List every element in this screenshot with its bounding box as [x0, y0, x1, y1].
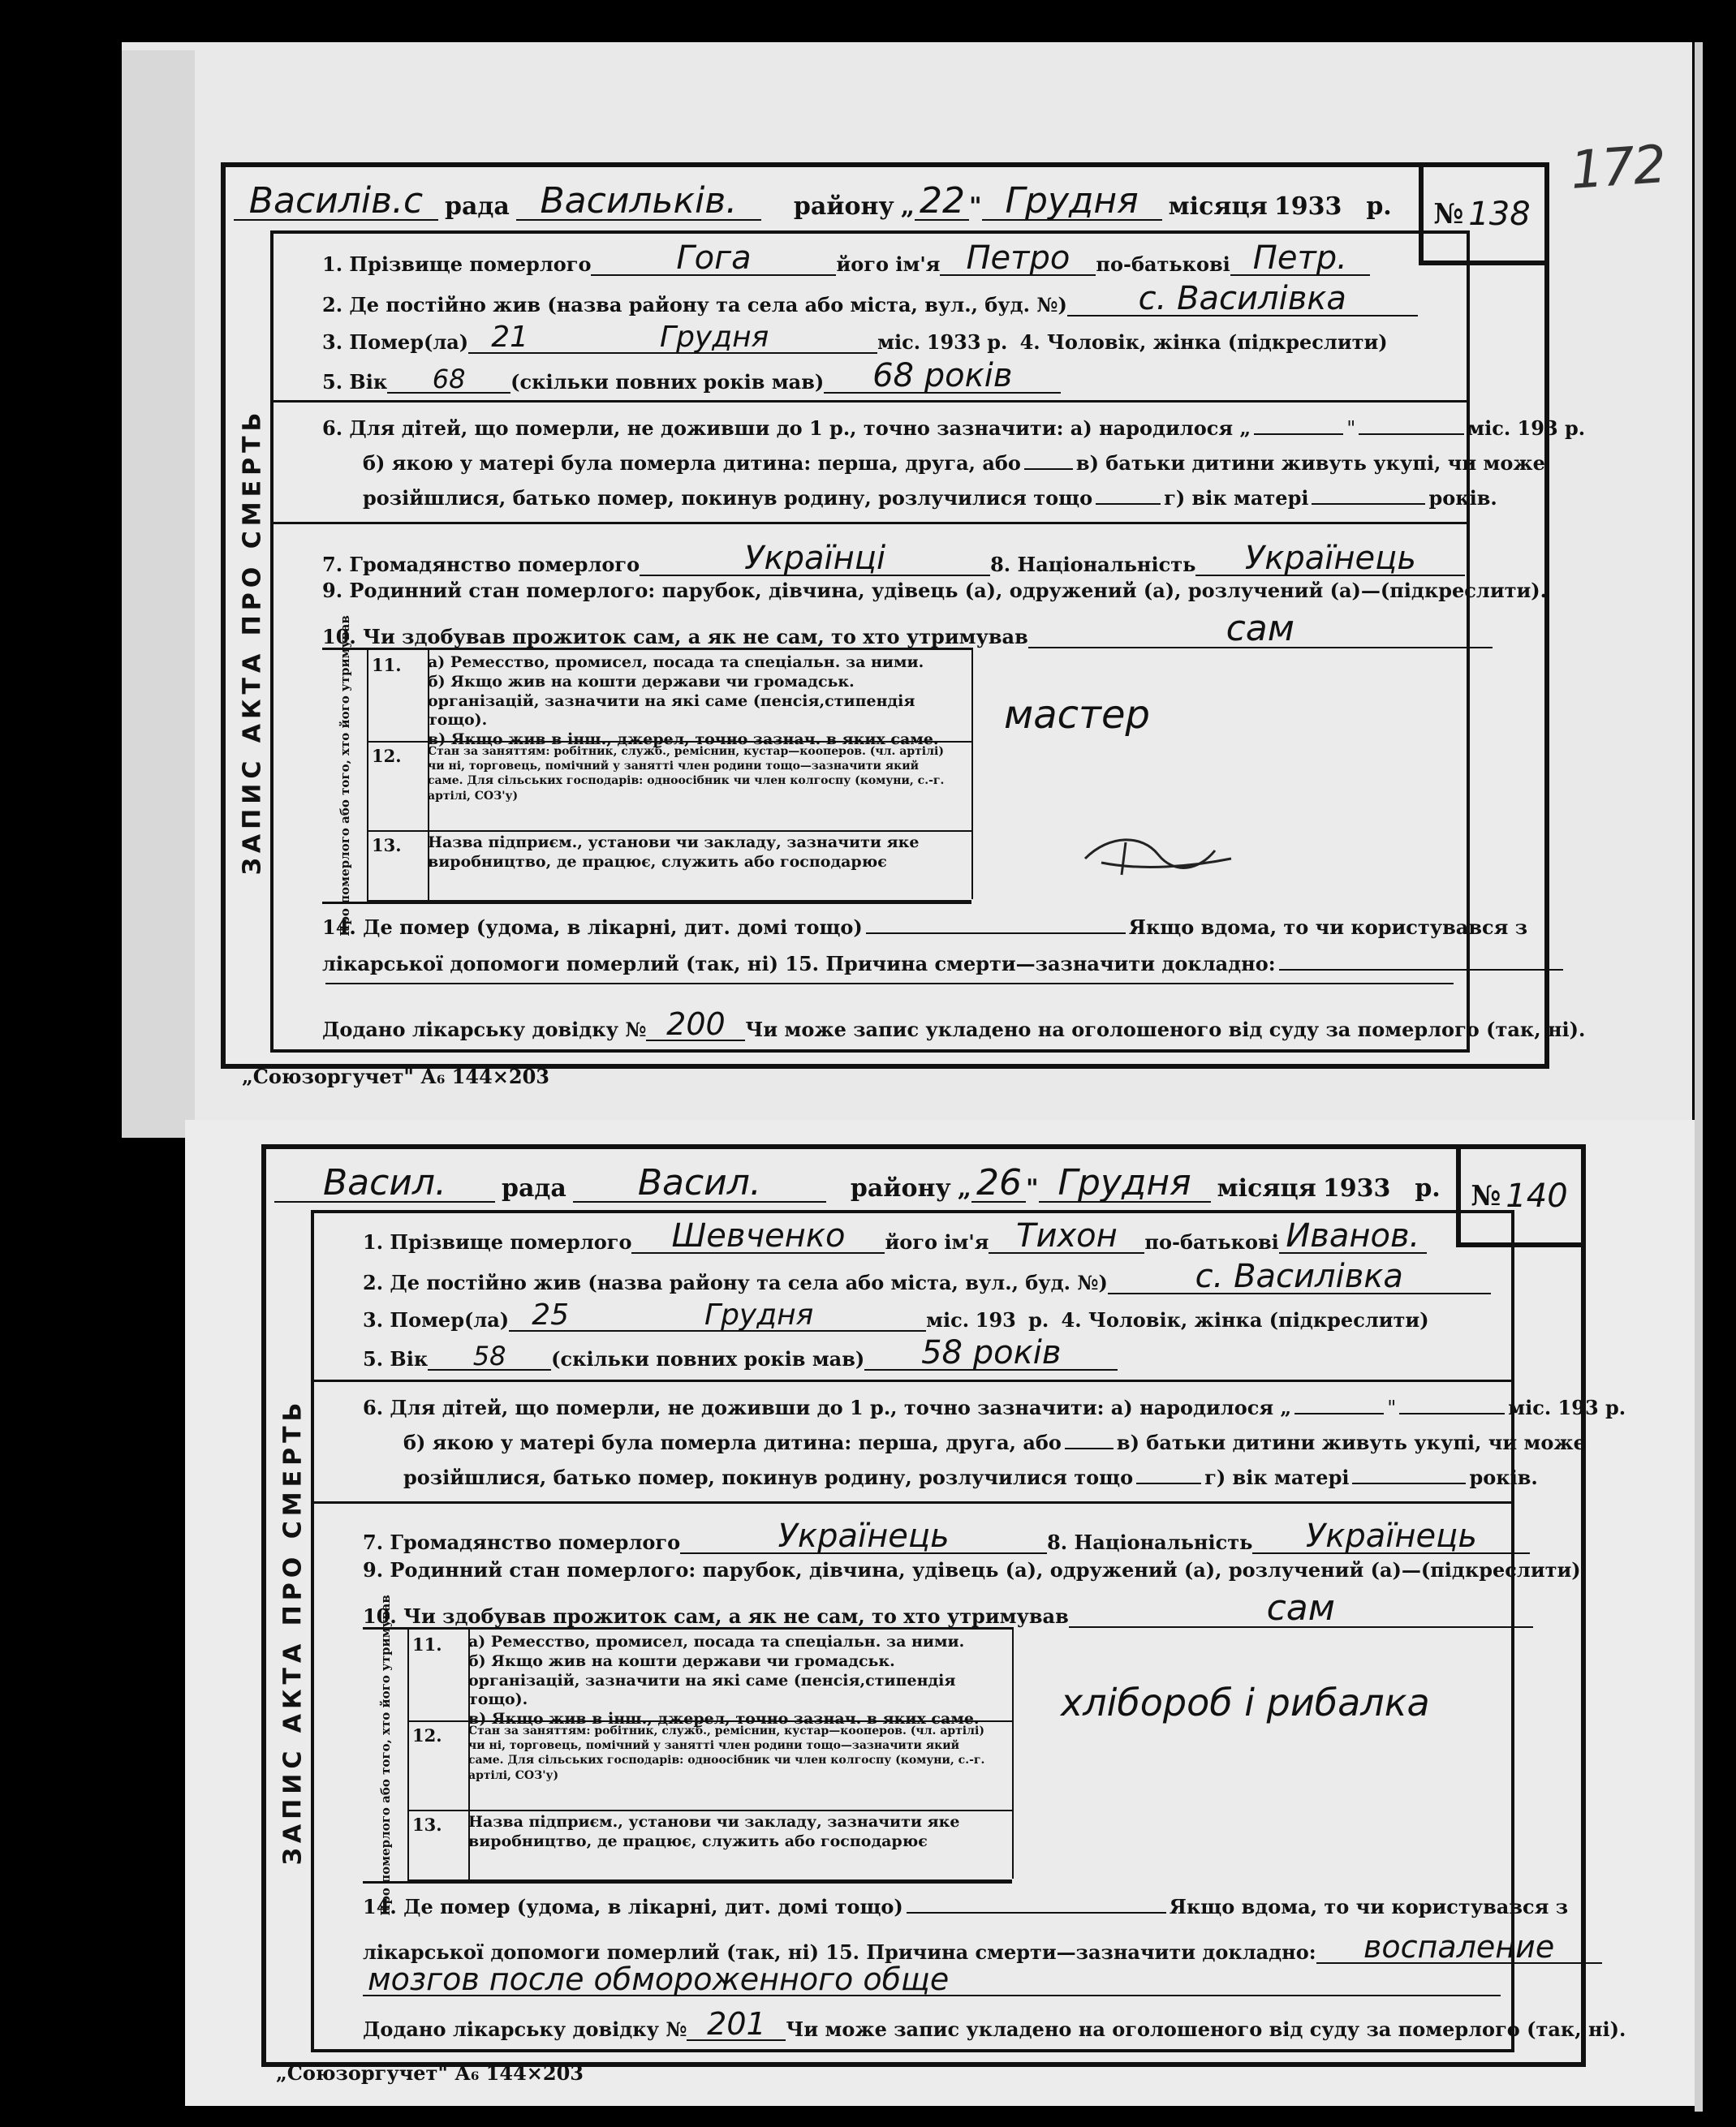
- field-13: 13. Назва підприєм., установи чи закладу, зазначити яке виробництво, де працює, служить або господарює: [407, 1810, 1012, 1881]
- footer-print-1: „Союзоргучет" А₆ 144×203: [242, 1065, 549, 1088]
- separator: [274, 400, 1467, 403]
- citizenship-value: Українець: [680, 1520, 1047, 1554]
- field-3: 3. Помер(ла) 25 Грудня міс. 193 р. 4. Чоловік, жінка (підкреслити): [363, 1298, 1429, 1332]
- cause-line-2: [363, 1961, 1501, 1997]
- number-sign: №: [1433, 197, 1464, 230]
- field-10: 10. Чи здобував прожиток сам, а як не сам, то хто утримував сам: [363, 1591, 1533, 1628]
- answer-divider: [1012, 1627, 1014, 1879]
- occupation-side-label: Про померлого або того, хто його утримував: [322, 650, 368, 902]
- nationality-value: Українець: [1252, 1520, 1530, 1554]
- form-header: Васил. рада Васил. району „ 26 " Грудня місяця 1933 р.: [274, 1156, 1573, 1203]
- supported-by-value: сам: [1069, 1591, 1533, 1628]
- separator: [314, 1501, 1511, 1504]
- field-1: 1. Прізвище померлого Шевченко його ім'я Тихон по-батькові Иванов.: [363, 1220, 1427, 1254]
- rada-label: рада: [445, 192, 510, 221]
- rada-label: рада: [502, 1174, 566, 1203]
- field-6a: 6. Для дітей, що померли, не доживши до 1 р., точно зазначити: а) народилося „ " міс. 193 р.: [363, 1396, 1626, 1419]
- death-record-form-1: [221, 162, 1586, 1069]
- certificate-number: 200: [646, 1009, 745, 1041]
- age-value: 58: [428, 1343, 551, 1371]
- field-5: 5. Вік 68 (скільки повних років мав) 68 років: [322, 360, 1061, 394]
- field-10: 10. Чи здобував прожиток сам, а як не сам, то хто утримував сам: [322, 611, 1493, 648]
- sheet-edge: [122, 50, 195, 1138]
- raion-value: Васил.: [573, 1165, 826, 1203]
- citizenship-value: Українці: [640, 542, 990, 576]
- nationality-value: Українець: [1195, 542, 1465, 576]
- occupation-side-label: Про померлого або того, хто його утримував: [363, 1630, 409, 1881]
- record-number: 140: [1506, 1177, 1568, 1215]
- field-6c: розійшлися, батько помер, покинув родину, розлучилися тощо г) вік матері років.: [363, 486, 1497, 510]
- occupation-answer: хлібороб і рибалка: [1061, 1681, 1430, 1724]
- death-year-digit: 3: [967, 330, 981, 354]
- surname-value: Гога: [591, 242, 836, 276]
- year-value: 1933: [1322, 1174, 1391, 1203]
- field-6a: 6. Для дітей, що померли, не доживши до 1 р., точно зазначити: а) народилося „ " міс. 193 р.: [322, 416, 1586, 440]
- month-value: Грудня: [1039, 1165, 1211, 1203]
- footer-print-2: „Союзоргучет" А₆ 144×203: [276, 2061, 584, 2085]
- field-14: 14. Де помер (удома, в лікарні, дит. домі тощо) Якщо вдома, то чи користувався з: [363, 1895, 1569, 1918]
- field-9: 9. Родинний стан померлого: парубок, дівчина, удівець (а), одружений (а), розлучений (а)—(підкреслити).: [322, 579, 1548, 602]
- page-number: 172: [1568, 135, 1667, 201]
- signature-flourish: [1077, 826, 1239, 883]
- surname-value: Шевченко: [631, 1220, 885, 1254]
- name-value: Тихон: [989, 1220, 1144, 1254]
- cause-line-2: [322, 982, 1457, 989]
- field-15: лікарської допомоги померлий (так, ні) 15. Причина смерти—зазначити докладно: воспаление: [363, 1931, 1602, 1964]
- name-value: Петро: [940, 242, 1096, 276]
- certificate-line: Додано лікарську довідку № 201 Чи може запис укладено на оголошеного від суду за померлого (так, ні).: [363, 2006, 1626, 2042]
- field-14: 14. Де помер (удома, в лікарні, дит. домі тощо) Якщо вдома, то чи користувався з: [322, 915, 1528, 939]
- occupation-answer: мастер: [1004, 692, 1150, 738]
- supported-by-value: сам: [1028, 611, 1493, 648]
- field-5: 5. Вік 58 (скільки повних років мав) 58 років: [363, 1337, 1118, 1371]
- form-title: ЗАПИС АКТА ПРО СМЕРТЬ: [238, 407, 267, 876]
- residence-value: с. Василівка: [1108, 1260, 1491, 1294]
- cause-value-2: мозгов после обмороженного обще: [363, 1964, 1501, 1996]
- number-sign: №: [1471, 1179, 1501, 1212]
- form-body: [238, 230, 1586, 1053]
- age-value: 68: [387, 366, 510, 394]
- field-2: 2. Де постійно жив (назва району та села або міста, вул., буд. №) с. Василівка: [363, 1260, 1491, 1294]
- death-day: 21: [468, 323, 551, 354]
- raion-value: Васильків.: [516, 183, 761, 221]
- certificate-line: Додано лікарську довідку № 200 Чи може запис укладено на оголошеного від суду за померлого (так, ні).: [322, 1006, 1586, 1042]
- table-divider: [468, 1630, 470, 1881]
- certificate-number: 201: [687, 2009, 786, 2041]
- answer-divider: [971, 648, 973, 899]
- day-value: 26: [971, 1165, 1026, 1203]
- month-label: місяця: [1168, 192, 1268, 221]
- field-3: 3. Помер(ла) 21 Грудня міс. 193 3 р. 4. Чоловік, жінка (підкреслити): [322, 321, 1388, 354]
- death-record-form-2: [261, 1144, 1626, 2067]
- day-value: 22: [915, 183, 969, 221]
- year-suffix: р.: [1366, 192, 1392, 221]
- field-1: 1. Прізвище померлого Гога його ім'я Петро по-батькові Петр.: [322, 242, 1370, 276]
- residence-value: с. Василівка: [1067, 282, 1418, 316]
- page-margin: [1695, 42, 1703, 2112]
- field-11: 11. а) Ремесство, промисел, посада та спеціальн. за ними. б) Якщо жив на кошти держави чи громадськ. організацій, зазначити на які саме (пенсія,стипендія тощо). в) Якщо жив в інш., джерел, точно зазнач. в яких саме.: [367, 650, 971, 743]
- month-value: Грудня: [982, 183, 1162, 221]
- field-6c: розійшлися, батько помер, покинув родину, розлучилися тощо г) вік матері років.: [403, 1466, 1538, 1489]
- field-12: 12. Стан за заняттям: робітник, служб., реміснин, кустар—кооперов. (чл. артілі) чи ні, торговець, помічний у занятті член родини тощо—зазначити який саме. Для сільських господарів: одноосібник чи член колгоспу (комуни, с.-г. артілі, СОЗ'у): [407, 1720, 1012, 1811]
- field-9: 9. Родинний стан померлого: парубок, дівчина, удівець (а), одружений (а), розлучений (а)—(підкреслити).: [363, 1558, 1588, 1582]
- field-6b: б) якою у матері була померла дитина: перша, друга, або в) батьки дитини живуть укупі, чи може: [363, 451, 1545, 475]
- death-month: Грудня: [551, 323, 877, 354]
- rada-value: Васил.: [274, 1165, 495, 1203]
- raion-label: району: [850, 1174, 951, 1203]
- field-13: 13. Назва підприєм., установи чи закладу, зазначити яке виробництво, де працює, служить або господарює: [367, 830, 971, 902]
- death-day: 25: [509, 1301, 592, 1332]
- field-12: 12. Стан за заняттям: робітник, служб., реміснин, кустар—кооперов. (чл. артілі) чи ні, торговець, помічний у занятті член родини тощо—зазначити який саме. Для сільських господарів: одноосібник чи член колгоспу (комуни, с.-г. артілі, СОЗ'у): [367, 741, 971, 832]
- patronymic-value: Петр.: [1230, 242, 1370, 276]
- form-title: ЗАПИС АКТА ПРО СМЕРТЬ: [278, 1397, 308, 1865]
- rada-value: Василів.с: [234, 183, 438, 221]
- separator: [274, 522, 1467, 524]
- field-7: 7. Громадянство померлого Українець 8. Національність Українець: [363, 1520, 1530, 1554]
- form-header: Василів.с рада Васильків. району „ 22 " Грудня місяця 1933 р.: [234, 174, 1536, 221]
- field-7: 7. Громадянство померлого Українці 8. Національність Українець: [322, 542, 1465, 576]
- year-suffix: р.: [1415, 1174, 1441, 1203]
- field-2: 2. Де постійно жив (назва району та села або міста, вул., буд. №) с. Василівка: [322, 282, 1418, 316]
- record-number: 138: [1468, 195, 1531, 233]
- age-words: 68 років: [824, 360, 1061, 394]
- patronymic-value: Иванов.: [1279, 1220, 1427, 1254]
- age-words: 58 років: [864, 1337, 1118, 1371]
- field-11: 11. а) Ремесство, промисел, посада та спеціальн. за ними. б) Якщо жив на кошти держави чи громадськ. організацій, зазначити на які саме (пенсія,стипендія тощо). в) Якщо жив в інш., джерел, точно зазнач. в яких саме.: [407, 1630, 1012, 1722]
- separator: [314, 1380, 1511, 1382]
- death-month: Грудня: [592, 1301, 926, 1332]
- field-6b: б) якою у матері була померла дитина: перша, друга, або в) батьки дитини живуть укупі, чи може: [403, 1431, 1586, 1454]
- form-body: [278, 1210, 1626, 2052]
- field-15: лікарської допомоги померлий (так, ні) 15. Причина смерти—зазначити докладно:: [322, 952, 1566, 975]
- cause-value-1: воспаление: [1316, 1931, 1602, 1964]
- table-divider: [428, 650, 429, 902]
- month-label: місяця: [1217, 1174, 1316, 1203]
- raion-label: району: [793, 192, 894, 221]
- year-value: 1933: [1273, 192, 1342, 221]
